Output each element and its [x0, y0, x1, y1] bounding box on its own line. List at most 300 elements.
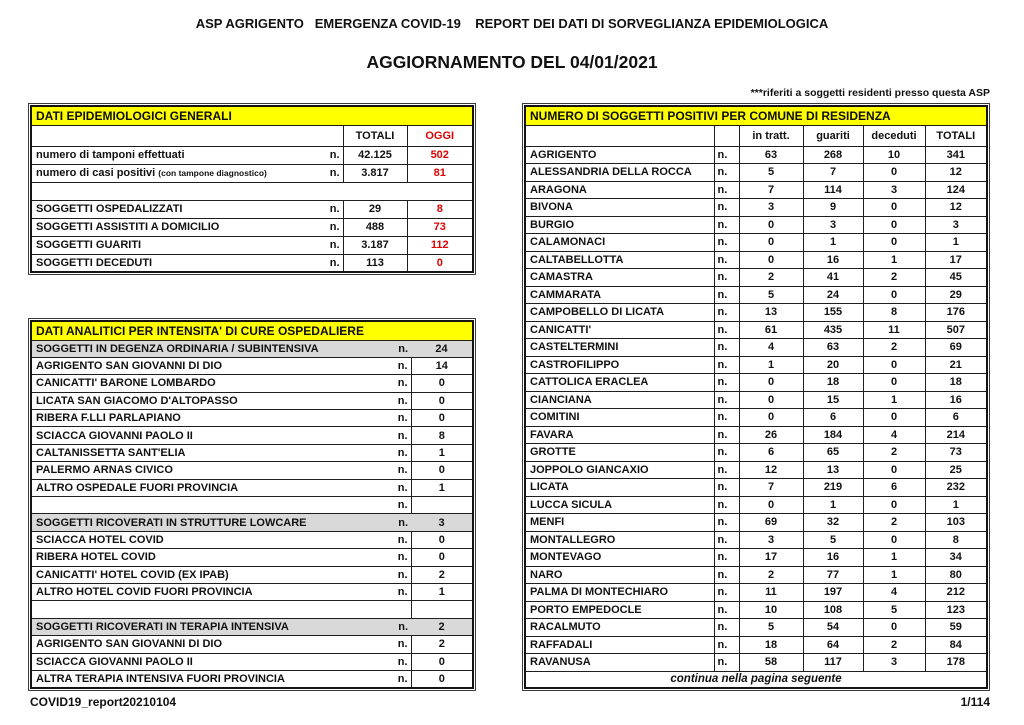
comune-name: COMITINI: [525, 409, 714, 427]
value-deceduti: 1: [863, 391, 925, 409]
row-value: 0: [411, 653, 473, 670]
value-totali: 123: [925, 601, 987, 619]
empty-header-cell: [714, 125, 739, 146]
footer-page-number: 1/114: [960, 695, 990, 709]
row-label: ALTRO HOTEL COVID FUORI PROVINCIA: [36, 586, 253, 599]
value-guariti: 6: [803, 409, 863, 427]
row-value: 0: [411, 670, 473, 687]
row-label: SCIACCA GIOVANNI PAOLO II: [36, 429, 193, 442]
n-label: n.: [397, 672, 408, 685]
row-value: 0: [411, 410, 473, 427]
row-value: 1: [411, 583, 473, 600]
value-deceduti: 1: [863, 566, 925, 584]
row-label-cell: [31, 583, 411, 600]
value-guariti: 114: [803, 181, 863, 199]
comune-name: CALAMONACI: [525, 234, 714, 252]
value-in-tratt: 0: [739, 234, 803, 252]
value-guariti: 268: [803, 146, 863, 164]
value-deceduti: 2: [863, 269, 925, 287]
n-label: n.: [714, 251, 739, 269]
n-label: n.: [397, 499, 408, 512]
comune-name: BURGIO: [525, 216, 714, 234]
value-totali: 3.187: [343, 236, 407, 254]
table-row: [525, 409, 987, 427]
value-totali: 341: [925, 146, 987, 164]
value-in-tratt: 69: [739, 514, 803, 532]
value-totali: 25: [925, 461, 987, 479]
value-in-tratt: 2: [739, 566, 803, 584]
value-totali: 232: [925, 479, 987, 497]
n-label: n.: [714, 601, 739, 619]
row-value: 1: [411, 479, 473, 496]
value-guariti: 41: [803, 269, 863, 287]
n-label: n.: [397, 360, 408, 373]
continua-note: continua nella pagina seguente: [525, 671, 987, 688]
value-guariti: 7: [803, 164, 863, 182]
table-row: [525, 269, 987, 287]
value-in-tratt: 5: [739, 619, 803, 637]
n-label: n.: [714, 566, 739, 584]
row-label-cell: [31, 462, 411, 479]
row-label-cell: [31, 514, 411, 531]
n-label: n.: [397, 377, 408, 390]
row-label-cell: [31, 566, 411, 583]
comune-name: ALESSANDRIA DELLA ROCCA: [525, 164, 714, 182]
table-row: [31, 164, 473, 182]
n-label: n.: [714, 181, 739, 199]
n-label: n.: [714, 269, 739, 287]
n-label: n.: [714, 374, 739, 392]
n-label: n.: [714, 584, 739, 602]
table-row: [525, 461, 987, 479]
n-label: n.: [714, 321, 739, 339]
row-label: PALERMO ARNAS CIVICO: [36, 464, 173, 477]
n-label: n.: [329, 221, 340, 233]
value-guariti: 64: [803, 636, 863, 654]
value-totali: 3: [925, 216, 987, 234]
value-deceduti: 6: [863, 479, 925, 497]
value-guariti: 13: [803, 461, 863, 479]
n-label: n.: [714, 146, 739, 164]
table-row: [525, 584, 987, 602]
table-row: [525, 566, 987, 584]
n-label: n.: [397, 551, 408, 564]
row-label-cell: [31, 601, 411, 618]
comune-name: RACALMUTO: [525, 619, 714, 637]
column-header-guariti: guariti: [803, 125, 863, 146]
n-label: n.: [714, 514, 739, 532]
row-label-cell: [31, 653, 411, 670]
section-row: [31, 618, 473, 635]
row-label: numero di tamponi effettuati: [36, 149, 185, 161]
value-totali: 176: [925, 304, 987, 322]
table-row: [525, 339, 987, 357]
value-in-tratt: 3: [739, 531, 803, 549]
value-in-tratt: 11: [739, 584, 803, 602]
value-guariti: 219: [803, 479, 863, 497]
comuni-table-title: NUMERO DI SOGGETTI POSITIVI PER COMUNE DI RESIDENZA: [525, 106, 987, 125]
n-label: n.: [714, 199, 739, 217]
row-label-cell: [31, 236, 343, 254]
table-row: [31, 601, 473, 618]
n-label: n.: [397, 412, 408, 425]
row-value: 0: [411, 531, 473, 548]
row-label-cell: [31, 531, 411, 548]
value-in-tratt: 10: [739, 601, 803, 619]
value-deceduti: 0: [863, 461, 925, 479]
hospital-care-table: [28, 318, 476, 691]
value-deceduti: 0: [863, 199, 925, 217]
n-label: n.: [397, 638, 408, 651]
table-row: [525, 199, 987, 217]
value-guariti: 3: [803, 216, 863, 234]
value-totali: 6: [925, 409, 987, 427]
n-label: n.: [714, 391, 739, 409]
row-label: SOGGETTI GUARITI: [36, 239, 142, 251]
value-totali: 45: [925, 269, 987, 287]
row-label-cell: [31, 357, 411, 374]
value-guariti: 9: [803, 199, 863, 217]
value-totali: 12: [925, 199, 987, 217]
value-totali: 214: [925, 426, 987, 444]
comune-name: GROTTE: [525, 444, 714, 462]
table-row: [31, 146, 473, 164]
row-label: ALTRO OSPEDALE FUORI PROVINCIA: [36, 481, 239, 494]
n-label: n.: [397, 429, 408, 442]
table-row: [525, 251, 987, 269]
row-label-note: (con tampone diagnostico): [158, 168, 267, 178]
row-value: [411, 497, 473, 514]
value-deceduti: 3: [863, 654, 925, 672]
value-in-tratt: 2: [739, 269, 803, 287]
n-label: n.: [398, 342, 408, 355]
row-label: CANICATTI' BARONE LOMBARDO: [36, 377, 216, 390]
value-deceduti: 2: [863, 444, 925, 462]
table-row: [31, 200, 473, 218]
n-label: n.: [714, 461, 739, 479]
comune-name: FAVARA: [525, 426, 714, 444]
row-label: SOGGETTI ASSISTITI A DOMICILIO: [36, 221, 220, 233]
value-totali: 29: [343, 200, 407, 218]
hospital-table-title-row: [31, 321, 473, 340]
value-in-tratt: 5: [739, 164, 803, 182]
table-row: [31, 479, 473, 496]
value-deceduti: 3: [863, 181, 925, 199]
value-totali: 178: [925, 654, 987, 672]
row-label-cell: [31, 636, 411, 653]
value-guariti: 117: [803, 654, 863, 672]
value-in-tratt: 61: [739, 321, 803, 339]
n-label: n.: [714, 654, 739, 672]
table-row: [31, 392, 473, 409]
value-oggi: 8: [407, 200, 473, 218]
asp-note: ***riferiti a soggetti residenti presso questa ASP: [750, 87, 990, 99]
value-totali: 103: [925, 514, 987, 532]
row-label: RIBERA HOTEL COVID: [36, 551, 156, 564]
n-label: n.: [714, 479, 739, 497]
n-label: n.: [714, 286, 739, 304]
table-row: [525, 321, 987, 339]
page-subtitle: AGGIORNAMENTO DEL 04/01/2021: [366, 52, 658, 72]
value-totali: 1: [925, 496, 987, 514]
n-label: n.: [714, 164, 739, 182]
table-row: [31, 410, 473, 427]
row-label: numero di casi positivi (con tampone diagnostico): [36, 167, 267, 179]
value-oggi: 502: [407, 146, 473, 164]
row-label: LICATA SAN GIACOMO D'ALTOPASSO: [36, 394, 238, 407]
value-in-tratt: 12: [739, 461, 803, 479]
row-value: 2: [411, 566, 473, 583]
n-label: n.: [714, 339, 739, 357]
row-label: SOGGETTI IN DEGENZA ORDINARIA / SUBINTENSIVA: [36, 342, 319, 355]
row-value: 3: [411, 514, 473, 531]
value-guariti: 77: [803, 566, 863, 584]
row-value: 1: [411, 444, 473, 461]
value-guariti: 18: [803, 374, 863, 392]
value-guariti: 1: [803, 234, 863, 252]
row-label-cell: [31, 670, 411, 687]
value-deceduti: 0: [863, 409, 925, 427]
table-row: [525, 286, 987, 304]
n-label: n.: [397, 586, 408, 599]
general-data-table: [28, 103, 476, 275]
comune-name: JOPPOLO GIANCAXIO: [525, 461, 714, 479]
n-label: n.: [397, 447, 408, 460]
table-row: [525, 636, 987, 654]
table-row: [525, 444, 987, 462]
n-label: n.: [329, 203, 340, 215]
value-deceduti: 4: [863, 584, 925, 602]
spacer-row: [31, 182, 473, 200]
value-deceduti: 0: [863, 164, 925, 182]
value-guariti: 184: [803, 426, 863, 444]
row-label-cell: [31, 164, 343, 182]
row-label: RIBERA F.LLI PARLAPIANO: [36, 412, 181, 425]
empty-header-cell: [525, 125, 714, 146]
general-table-title-row: [31, 106, 473, 125]
n-label: n.: [397, 568, 408, 581]
value-guariti: 16: [803, 251, 863, 269]
value-totali: 84: [925, 636, 987, 654]
n-label: n.: [714, 234, 739, 252]
value-deceduti: 0: [863, 531, 925, 549]
value-guariti: 65: [803, 444, 863, 462]
comune-name: NARO: [525, 566, 714, 584]
n-label: n.: [714, 426, 739, 444]
row-value: 2: [411, 618, 473, 635]
table-row: [525, 531, 987, 549]
comune-name: LICATA: [525, 479, 714, 497]
value-guariti: 155: [803, 304, 863, 322]
table-row: [525, 216, 987, 234]
value-totali: 212: [925, 584, 987, 602]
comuni-table: [524, 105, 988, 689]
row-label-cell: [31, 218, 343, 236]
value-totali: 34: [925, 549, 987, 567]
value-in-tratt: 0: [739, 251, 803, 269]
value-deceduti: 10: [863, 146, 925, 164]
table-row: [525, 181, 987, 199]
row-label-cell: [31, 444, 411, 461]
value-in-tratt: 7: [739, 181, 803, 199]
value-totali: 42.125: [343, 146, 407, 164]
value-in-tratt: 0: [739, 496, 803, 514]
value-totali: 8: [925, 531, 987, 549]
row-label-cell: [31, 618, 411, 635]
table-row: [525, 496, 987, 514]
footer-filename: COVID19_report20210104: [30, 695, 177, 709]
table-row: [31, 236, 473, 254]
value-in-tratt: 0: [739, 374, 803, 392]
n-label: n.: [397, 655, 408, 668]
value-totali: 29: [925, 286, 987, 304]
row-label-cell: [31, 392, 411, 409]
table-row: [525, 549, 987, 567]
comune-name: CALTABELLOTTA: [525, 251, 714, 269]
value-totali: 21: [925, 356, 987, 374]
row-value: [411, 601, 473, 618]
value-guariti: 5: [803, 531, 863, 549]
table-row: [525, 619, 987, 637]
table-row: [31, 531, 473, 548]
column-header-oggi: OGGI: [407, 125, 473, 146]
value-in-tratt: 26: [739, 426, 803, 444]
column-header-totali: TOTALI: [343, 125, 407, 146]
value-in-tratt: 18: [739, 636, 803, 654]
table-row: [31, 583, 473, 600]
value-in-tratt: 6: [739, 444, 803, 462]
n-label: n.: [398, 620, 408, 633]
n-label: n.: [714, 496, 739, 514]
row-label-cell: [31, 340, 411, 357]
row-label-cell: [31, 427, 411, 444]
table-row: [525, 514, 987, 532]
row-label-cell: [31, 549, 411, 566]
value-deceduti: 0: [863, 374, 925, 392]
row-value: 0: [411, 392, 473, 409]
value-guariti: 435: [803, 321, 863, 339]
value-deceduti: 2: [863, 636, 925, 654]
value-in-tratt: 13: [739, 304, 803, 322]
value-deceduti: 11: [863, 321, 925, 339]
n-label: n.: [397, 464, 408, 477]
table-row: [31, 375, 473, 392]
table-row: [31, 549, 473, 566]
n-label: n.: [714, 356, 739, 374]
comune-name: CASTROFILIPPO: [525, 356, 714, 374]
comune-name: CAMMARATA: [525, 286, 714, 304]
value-totali: 69: [925, 339, 987, 357]
row-label: CANICATTI' HOTEL COVID (EX IPAB): [36, 568, 229, 581]
value-guariti: 63: [803, 339, 863, 357]
row-label-cell: [31, 200, 343, 218]
table-row: [525, 234, 987, 252]
value-in-tratt: 17: [739, 549, 803, 567]
table-row: [525, 654, 987, 672]
value-deceduti: 0: [863, 496, 925, 514]
value-deceduti: 0: [863, 234, 925, 252]
comune-name: CANICATTI': [525, 321, 714, 339]
value-deceduti: 1: [863, 251, 925, 269]
value-guariti: 15: [803, 391, 863, 409]
general-table-header-row: [31, 125, 473, 146]
comune-name: MONTALLEGRO: [525, 531, 714, 549]
comune-name: MENFI: [525, 514, 714, 532]
row-label: SOGGETTI RICOVERATI IN TERAPIA INTENSIVA: [36, 620, 289, 633]
value-guariti: 54: [803, 619, 863, 637]
table-row: [31, 653, 473, 670]
row-label-cell: [31, 497, 411, 514]
value-totali: 1: [925, 234, 987, 252]
table-row: [31, 444, 473, 461]
value-in-tratt: 5: [739, 286, 803, 304]
n-label: n.: [714, 409, 739, 427]
row-label: SCIACCA GIOVANNI PAOLO II: [36, 655, 193, 668]
comuni-table-footer-row: [525, 671, 987, 688]
n-label: n.: [714, 531, 739, 549]
value-guariti: 1: [803, 496, 863, 514]
row-value: 24: [411, 340, 473, 357]
table-row: [31, 497, 473, 514]
comune-name: RAVANUSA: [525, 654, 714, 672]
value-totali: 73: [925, 444, 987, 462]
comune-name: LUCCA SICULA: [525, 496, 714, 514]
n-label: n.: [714, 304, 739, 322]
value-totali: 80: [925, 566, 987, 584]
comuni-table-title-row: [525, 106, 987, 125]
value-totali: 12: [925, 164, 987, 182]
value-totali: 18: [925, 374, 987, 392]
row-label: AGRIGENTO SAN GIOVANNI DI DIO: [36, 638, 222, 651]
comune-name: PALMA DI MONTECHIARO: [525, 584, 714, 602]
value-oggi: 112: [407, 236, 473, 254]
row-label-cell: [31, 410, 411, 427]
row-label-cell: [31, 254, 343, 272]
table-row: [31, 427, 473, 444]
n-label: n.: [397, 481, 408, 494]
section-row: [31, 340, 473, 357]
n-label: n.: [398, 516, 408, 529]
row-value: 0: [411, 375, 473, 392]
row-label: SOGGETTI RICOVERATI IN STRUTTURE LOWCARE: [36, 516, 307, 529]
row-value: 0: [411, 549, 473, 566]
table-row: [525, 391, 987, 409]
n-label: n.: [714, 216, 739, 234]
table-row: [525, 426, 987, 444]
comuni-positives-table: [522, 103, 990, 691]
comune-name: BIVONA: [525, 199, 714, 217]
value-deceduti: 0: [863, 356, 925, 374]
empty-header-cell: [31, 125, 343, 146]
comune-name: RAFFADALI: [525, 636, 714, 654]
value-totali: 113: [343, 254, 407, 272]
row-label-cell: [31, 479, 411, 496]
n-label: n.: [714, 444, 739, 462]
value-deceduti: 0: [863, 216, 925, 234]
table-row: [31, 670, 473, 687]
n-label: n.: [397, 394, 408, 407]
value-in-tratt: 0: [739, 391, 803, 409]
table-row: [525, 479, 987, 497]
row-value: 14: [411, 357, 473, 374]
value-guariti: 108: [803, 601, 863, 619]
value-totali: 16: [925, 391, 987, 409]
row-value: 8: [411, 427, 473, 444]
value-in-tratt: 1: [739, 356, 803, 374]
comune-name: CASTELTERMINI: [525, 339, 714, 357]
table-row: [525, 356, 987, 374]
table-row: [31, 357, 473, 374]
